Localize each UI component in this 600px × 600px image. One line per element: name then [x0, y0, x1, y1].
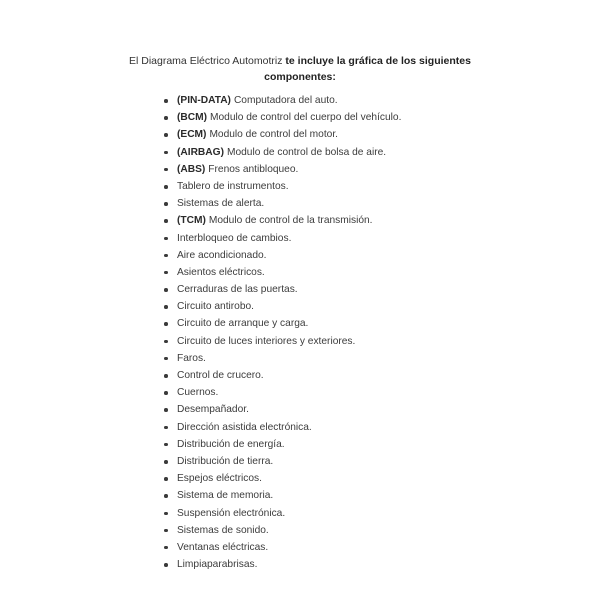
bullet-icon [164, 185, 168, 189]
list-item [160, 161, 401, 178]
bullet-icon [164, 477, 168, 481]
component-description: Distribución de tierra. [177, 455, 274, 467]
list-item [160, 92, 401, 109]
list-item [160, 212, 401, 229]
list-item [160, 470, 401, 487]
list-item [160, 195, 401, 212]
bullet-icon [164, 288, 168, 292]
components-list [160, 92, 401, 573]
component-description: Modulo de control del cuerpo del vehículo. [210, 112, 402, 124]
component-description: Asientos eléctricos. [177, 266, 265, 278]
component-code: (ECM) [177, 129, 207, 141]
list-item [160, 230, 401, 247]
component-description: Dirección asistida electrónica. [177, 421, 312, 433]
list-item [160, 126, 401, 143]
bullet-icon [164, 271, 168, 275]
list-item [160, 315, 401, 332]
bullet-icon [164, 460, 168, 464]
bullet-icon [164, 408, 168, 412]
bullet-icon [164, 151, 168, 155]
list-item [160, 333, 401, 350]
bullet-icon [164, 374, 168, 378]
list-item [160, 453, 401, 470]
component-description: Modulo de control del motor. [209, 129, 338, 141]
bullet-icon [164, 237, 168, 241]
list-item [160, 436, 401, 453]
component-description: Circuito antirobo. [177, 301, 255, 313]
component-code: (PIN-DATA) [177, 95, 231, 106]
component-code: (AIRBAG) [177, 146, 224, 158]
component-description: Control de crucero. [177, 370, 264, 381]
component-description: Aire acondicionado. [177, 249, 267, 261]
component-description: Sistema de memoria. [177, 490, 274, 502]
list-item [160, 522, 401, 539]
list-item [160, 144, 401, 161]
component-description: Computadora del auto. [233, 95, 338, 106]
bullet-icon [164, 512, 168, 516]
bullet-icon [164, 426, 168, 430]
intro-paragraph [120, 53, 480, 85]
list-item [160, 401, 401, 418]
component-description: Cerraduras de las puertas. [177, 284, 298, 296]
list-item [160, 298, 401, 315]
component-description: Sistemas de alerta. [177, 198, 265, 210]
list-item [160, 247, 401, 264]
component-description: Espejos eléctricos. [177, 473, 262, 485]
list-item [160, 178, 401, 195]
list-item [160, 384, 401, 401]
list-item [160, 505, 401, 522]
bullet-icon [164, 391, 168, 395]
component-description: Modulo de control de bolsa de aire. [226, 146, 387, 158]
list-item [160, 367, 401, 384]
list-item [160, 264, 401, 281]
bullet-icon [164, 305, 168, 309]
bullet-icon [164, 116, 168, 120]
component-description: Cuernos. [177, 387, 219, 399]
bullet-icon [164, 202, 168, 206]
bullet-icon [164, 443, 168, 447]
component-description: Sistemas de sonido. [177, 524, 269, 536]
component-code: (ABS) [177, 163, 206, 175]
list-item [160, 419, 401, 436]
bullet-icon [164, 340, 168, 344]
component-description: Faros. [177, 352, 206, 364]
list-item [160, 350, 401, 367]
bullet-icon [164, 322, 168, 326]
component-description: Distribución de energía. [177, 438, 285, 450]
component-code: (TCM) [177, 215, 206, 227]
intro-bold-text: te incluye la gráfica de los siguientes componentes: [264, 54, 471, 83]
component-description: Desempañador. [177, 404, 249, 416]
bullet-icon [164, 494, 168, 498]
component-description: Frenos antibloqueo. [208, 163, 299, 175]
bullet-icon [164, 254, 168, 258]
component-description: Ventanas eléctricas. [177, 541, 269, 553]
component-description: Circuito de luces interiores y exteriores. [177, 335, 356, 347]
bullet-icon [164, 357, 168, 361]
component-description: Tablero de instrumentos. [177, 180, 289, 192]
list-item [160, 109, 401, 126]
bullet-icon [164, 168, 168, 172]
bullet-icon [164, 99, 168, 103]
bullet-icon [164, 546, 168, 550]
bullet-icon [164, 219, 168, 223]
component-description: Circuito de arranque y carga. [177, 318, 309, 330]
component-description: Modulo de control de la transmisión. [208, 215, 373, 227]
list-item [160, 556, 401, 573]
component-description: Interbloqueo de cambios. [177, 232, 292, 244]
bullet-icon [164, 563, 168, 567]
list-item [160, 487, 401, 504]
component-description: Limpiaparabrisas. [177, 559, 258, 571]
intro-normal-text: El Diagrama Eléctrico Automotriz [129, 54, 283, 67]
bullet-icon [164, 529, 168, 533]
component-description: Suspensión electrónica. [177, 507, 286, 519]
list-item [160, 281, 401, 298]
list-item [160, 539, 401, 556]
bullet-icon [164, 133, 168, 137]
component-code: (BCM) [177, 112, 207, 124]
